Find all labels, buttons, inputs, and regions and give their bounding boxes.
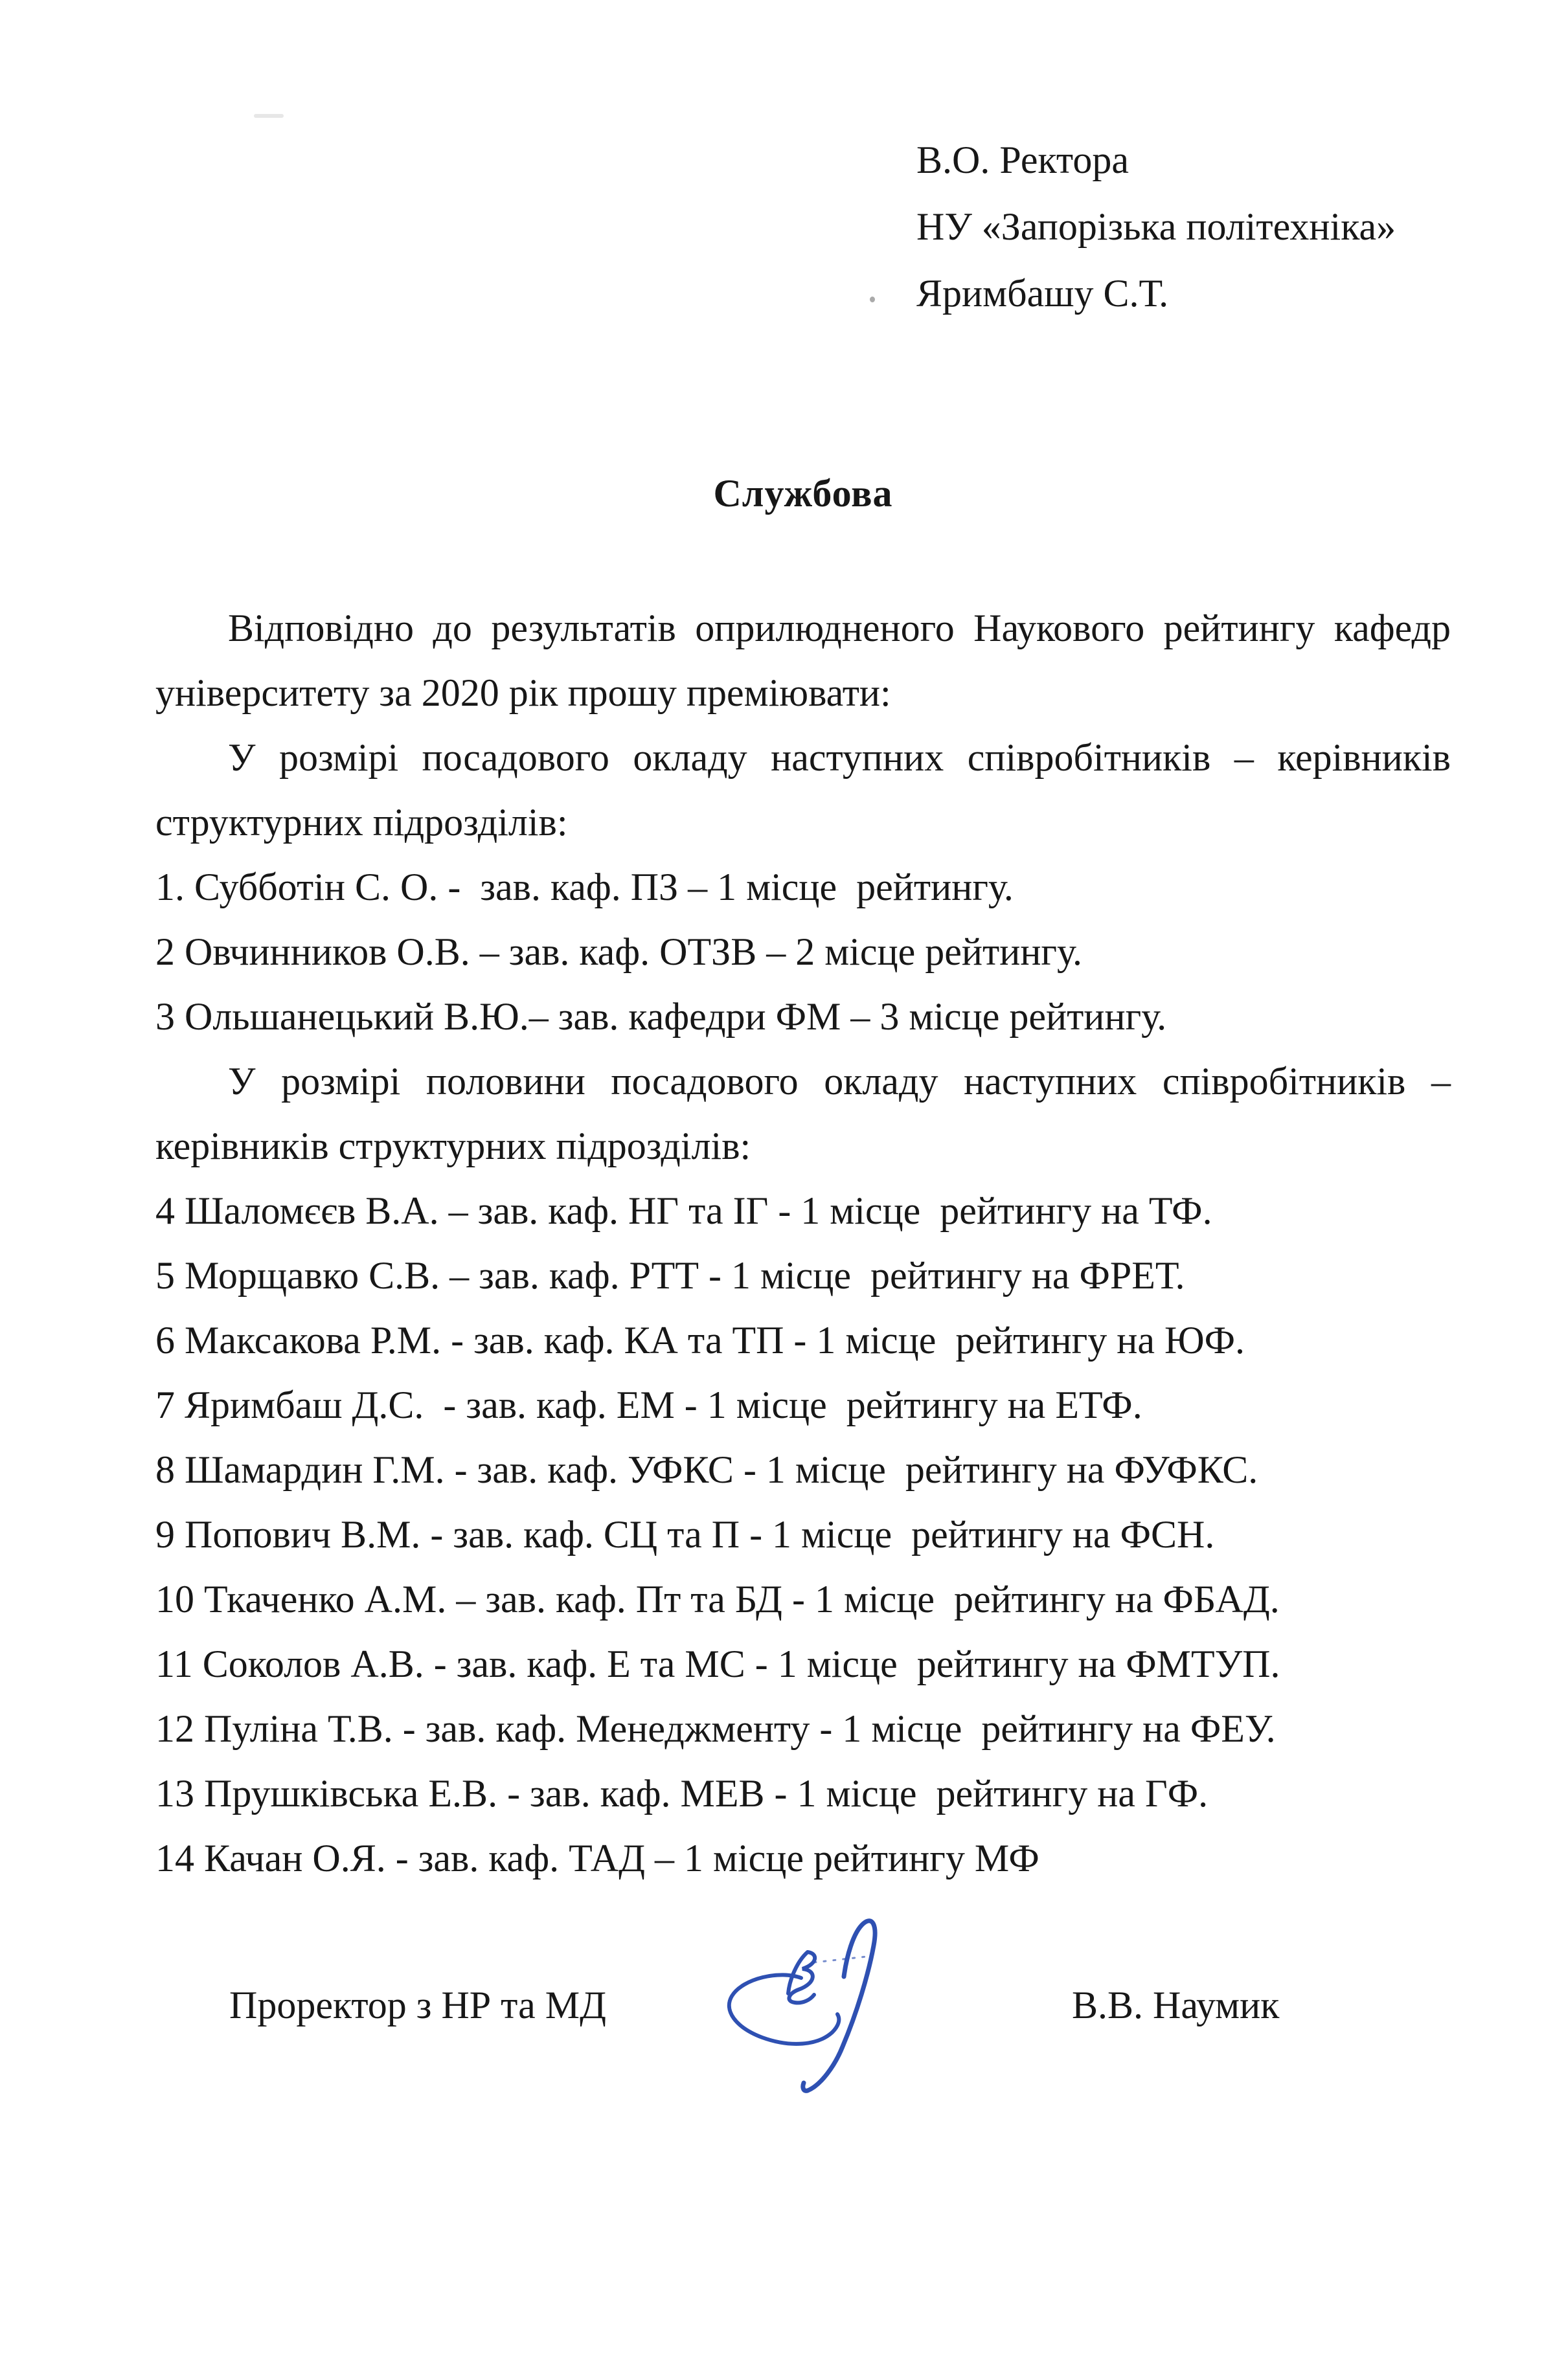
list-item: 13 Прушківська Е.В. - зав. каф. МЕВ - 1 місце рейтингу на ГФ. (155, 1772, 1209, 1815)
list-item: 9 Попович В.М. - зав. каф. СЦ та П - 1 місце рейтингу на ФСН. (155, 1513, 1215, 1556)
full-salary-heading: структурних підрозділів: (155, 801, 568, 844)
list-item: 4 Шаломєєв В.А. – зав. каф. НГ та ІГ - 1 місце рейтингу на ТФ. (155, 1189, 1212, 1232)
intro-line: університету за 2020 рік прошу преміювати: (155, 671, 891, 714)
recipient-line-role: В.О. Ректора (916, 139, 1129, 181)
intro-line: Відповідно до результатів оприлюдненого Наукового рейтингу кафедр (228, 607, 1451, 649)
signer-name: В.В. Наумик (1072, 1984, 1280, 2026)
scan-speck (870, 297, 875, 302)
scan-smudge (254, 114, 284, 118)
list-item: 10 Ткаченко А.М. – зав. каф. Пт та БД - 1 місце рейтингу на ФБАД. (155, 1578, 1280, 1621)
half-salary-heading: У розмірі половини посадового окладу наступних співробітників – (228, 1060, 1451, 1103)
list-item: 6 Максакова Р.М. - зав. каф. КА та ТП - 1 місце рейтингу на ЮФ. (155, 1319, 1245, 1362)
handwritten-signature (709, 1899, 897, 2113)
memo-title: Службова (713, 472, 893, 515)
list-item: 2 Овчинников О.В. – зав. каф. ОТЗВ – 2 місце рейтингу. (155, 930, 1083, 973)
list-item: 5 Морщавко С.В. – зав. каф. РТТ - 1 місце рейтингу на ФРЕТ. (155, 1254, 1185, 1297)
signer-position: Проректор з НР та МД (229, 1984, 607, 2026)
list-item: 14 Качан О.Я. - зав. каф. ТАД – 1 місце рейтингу МФ (155, 1837, 1039, 1880)
list-item: 7 Яримбаш Д.С. - зав. каф. ЕМ - 1 місце рейтингу на ЕТФ. (155, 1384, 1142, 1426)
full-salary-heading: У розмірі посадового окладу наступних співробітників – керівників (228, 736, 1451, 779)
list-item: 1. Субботін С. О. - зав. каф. ПЗ – 1 місце рейтингу. (155, 866, 1014, 908)
recipient-line-university: НУ «Запорізька політехніка» (916, 205, 1396, 248)
recipient-block (916, 127, 1396, 327)
half-salary-heading: керівників структурних підрозділів: (155, 1125, 751, 1167)
recipient-line-name: Яримбашу С.Т. (916, 272, 1169, 315)
list-item: 8 Шамардин Г.М. - зав. каф. УФКС - 1 місце рейтингу на ФУФКС. (155, 1448, 1258, 1491)
list-item: 3 Ольшанецький В.Ю.– зав. кафедри ФМ – 3 місце рейтингу. (155, 995, 1167, 1038)
list-item: 12 Пуліна Т.В. - зав. каф. Менеджменту - 1 місце рейтингу на ФЕУ. (155, 1707, 1276, 1750)
memo-body (155, 596, 1451, 1891)
list-item: 11 Соколов А.В. - зав. каф. Е та МС - 1 місце рейтингу на ФМТУП. (155, 1643, 1280, 1685)
